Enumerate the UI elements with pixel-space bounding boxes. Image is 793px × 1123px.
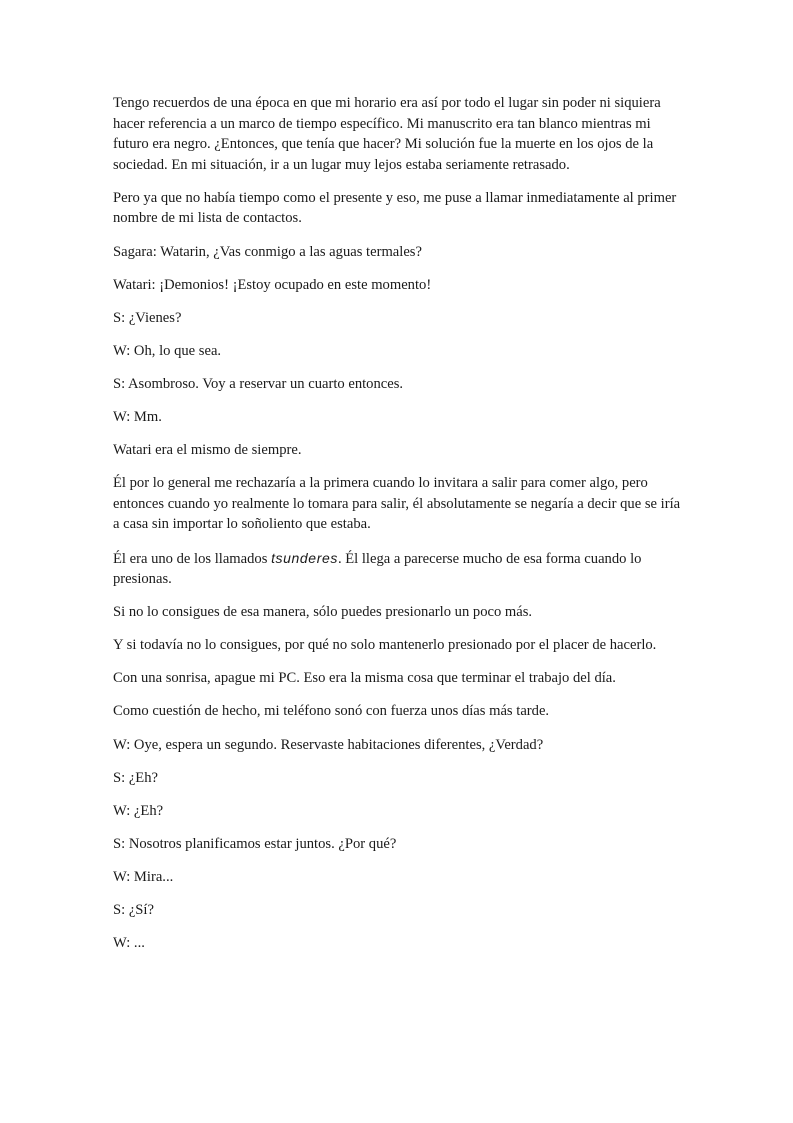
paragraph-narration: Como cuestión de hecho, mi teléfono sonó con fuerza unos días más tarde. xyxy=(113,703,550,720)
dialogue-line: S: ¿Eh? xyxy=(113,769,158,786)
paragraph-narration: Si no lo consigues de esa manera, sólo puedes presionarlo un poco más. xyxy=(113,604,533,621)
paragraph-text: Él era uno de los llamados xyxy=(113,550,272,567)
paragraph-text: . Él llega a parecerse mucho de esa forma cuando lo presionas. xyxy=(113,550,642,588)
paragraph-narration: Con una sonrisa, apague mi PC. Eso era la misma cosa que terminar el trabajo del día. xyxy=(113,670,616,687)
paragraph-narration: Y si todavía no lo consigues, por qué no solo mantenerlo presionado por el placer de hacerlo. xyxy=(113,637,657,654)
dialogue-line: Watari: ¡Demonios! ¡Estoy ocupado en este momento! xyxy=(113,276,432,293)
dialogue-line: S: Nosotros planificamos estar juntos. ¿Por qué? xyxy=(113,835,397,852)
paragraph-narration: Tengo recuerdos de una época en que mi horario era así por todo el lugar sin poder ni siquiera hacer referencia a un marco de tiempo específico. Mi manuscrito era tan blanco mientras mi futuro era negro. ¿Entonces, que tenía que hacer? Mi solución fue la muerte en los ojos de la sociedad. En mi situación, ir a un lugar muy lejos estaba seriamente retrasado. xyxy=(113,95,661,173)
paragraph-narration: Watari era el mismo de siempre. xyxy=(113,442,302,459)
dialogue-line: W: Oye, espera un segundo. Reservaste habitaciones diferentes, ¿Verdad? xyxy=(113,736,544,753)
paragraph-narration: Pero ya que no había tiempo como el presente y eso, me puse a llamar inmediatamente al primer nombre de mi lista de contactos. xyxy=(113,189,677,227)
dialogue-line: W: ¿Eh? xyxy=(113,802,164,819)
paragraph-narration: Él por lo general me rechazaría a la primera cuando lo invitara a salir para comer algo, pero entonces cuando yo realmente lo tomara para salir, él absolutamente se negaría a decir que se iría a casa sin importar lo soñoliento que estaba. xyxy=(113,475,681,533)
dialogue-line: W: ... xyxy=(113,935,145,952)
dialogue-line: S: ¿Sí? xyxy=(113,902,154,919)
dialogue-line: W: Oh, lo que sea. xyxy=(113,342,222,359)
dialogue-line: S: Asombroso. Voy a reservar un cuarto entonces. xyxy=(113,375,404,392)
paragraph-narration xyxy=(113,548,688,590)
emphasized-term: tsunderes xyxy=(271,549,338,566)
dialogue-line: Sagara: Watarin, ¿Vas conmigo a las aguas termales? xyxy=(113,243,422,260)
document-body xyxy=(113,93,688,966)
dialogue-line: S: ¿Vienes? xyxy=(113,309,182,326)
dialogue-line: W: Mm. xyxy=(113,409,162,426)
dialogue-line: W: Mira... xyxy=(113,868,174,885)
